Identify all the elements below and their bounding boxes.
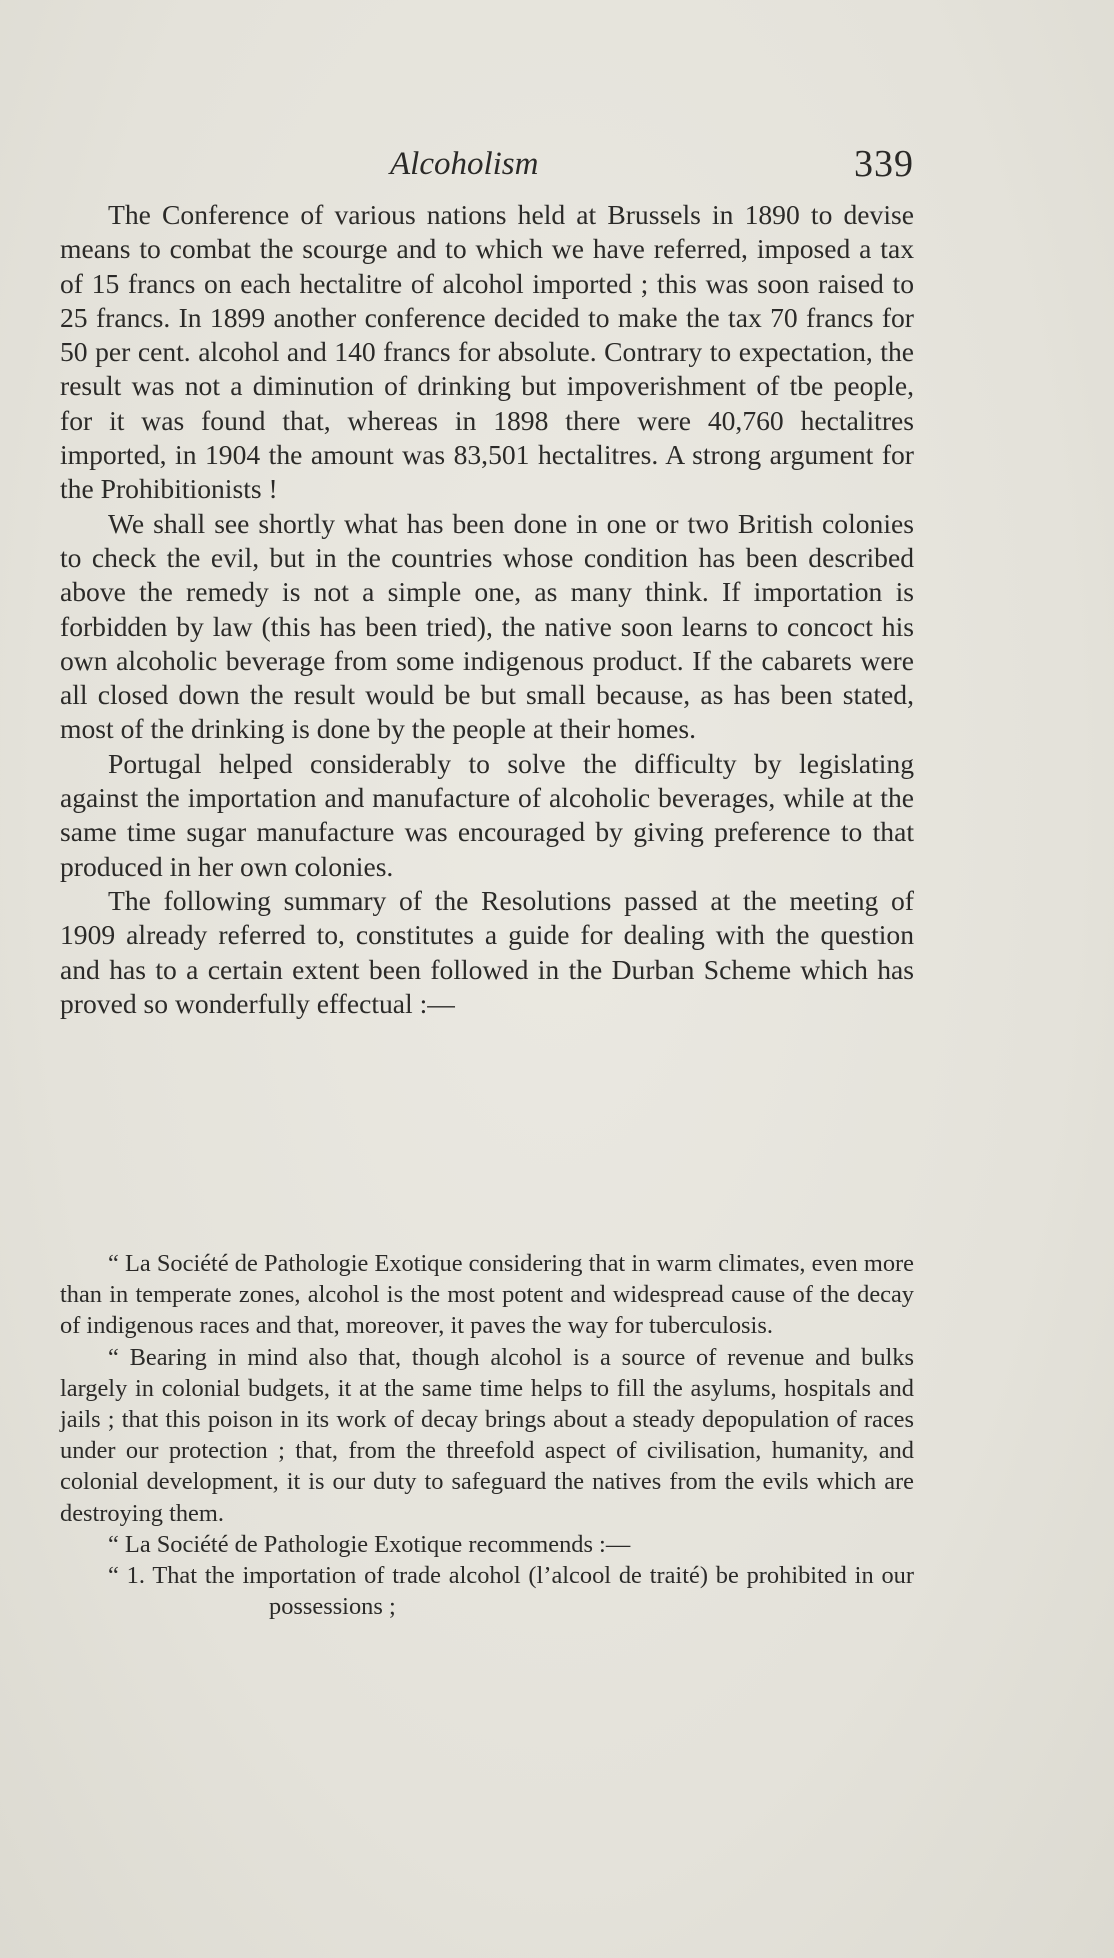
paragraph: We shall see shortly what has been done in one or two British colonies to check the evil, but in the countries whose condition has been described above the remedy is not a simple one, as many think. If importation is forbidden by law (this has been tried), the native soon learns to concoct his own alcoholic beverage from some indigenous product. If the cabarets were all closed down the result would be but small because, as has been stated, most of the drinking is done by the people at their homes. (60, 507, 914, 745)
running-title: Alcoholism (390, 146, 539, 182)
quote-paragraph: “ La Société de Pathologie Exotique recommends :— (108, 1530, 631, 1558)
paragraph: The following summary of the Resolutions passed at the meeting of 1909 already referred to, constitutes a guide for dealing with the question and has to a certain extent been followed in the Durban Scheme which has proved so wonderfully effectual :— (60, 884, 914, 1019)
paragraph: Portugal helped considerably to solve the difficulty by legislating against the importation and manufacture of alcoholic beverages, while at the same time sugar manufacture was encouraged by giving preference to that produced in her own colonies. (60, 747, 914, 882)
body-text (60, 198, 914, 1021)
resolution-item: “ 1. That the importation of trade alcohol (l’alcool de traité) be prohibited in our possessions ; (108, 1562, 914, 1621)
quoted-resolutions (60, 1248, 914, 1622)
page-number: 339 (854, 143, 914, 185)
paragraph: The Conference of various nations held at Brussels in 1890 to devise means to combat the scourge and to which we have referred, imposed a tax of 15 francs on each hectalitre of alcohol imported ; this was soon raised to 25 francs. In 1899 another conference decided to make the tax 70 francs for 50 per cent. alcohol and 140 francs for absolute. Contrary to expectation, the result was not a diminution of drinking but impoverishment of tbe people, for it was found that, whereas in 1898 there were 40,760 hectalitres imported, in 1904 the amount was 83,501 hectalitres. A strong argument for the Prohibitionists ! (60, 199, 914, 505)
page-header (60, 142, 914, 192)
quote-paragraph: “ Bearing in mind also that, though alcohol is a source of revenue and bulks largely in colonial budgets, it at the same time helps to fill the asylums, hospitals and jails ; that this poison in its work of decay brings about a steady depopulation of races under our protection ; that, from the threefold aspect of civilisation, humanity, and colonial development, it is our duty to safeguard the natives from the evils which are destroying them. (60, 1343, 914, 1527)
quote-paragraph: “ La Société de Pathologie Exotique considering that in warm climates, even more than in temperate zones, alcohol is the most potent and widespread cause of the decay of indigenous races and that, moreover, it paves the way for tuberculosis. (60, 1250, 914, 1340)
